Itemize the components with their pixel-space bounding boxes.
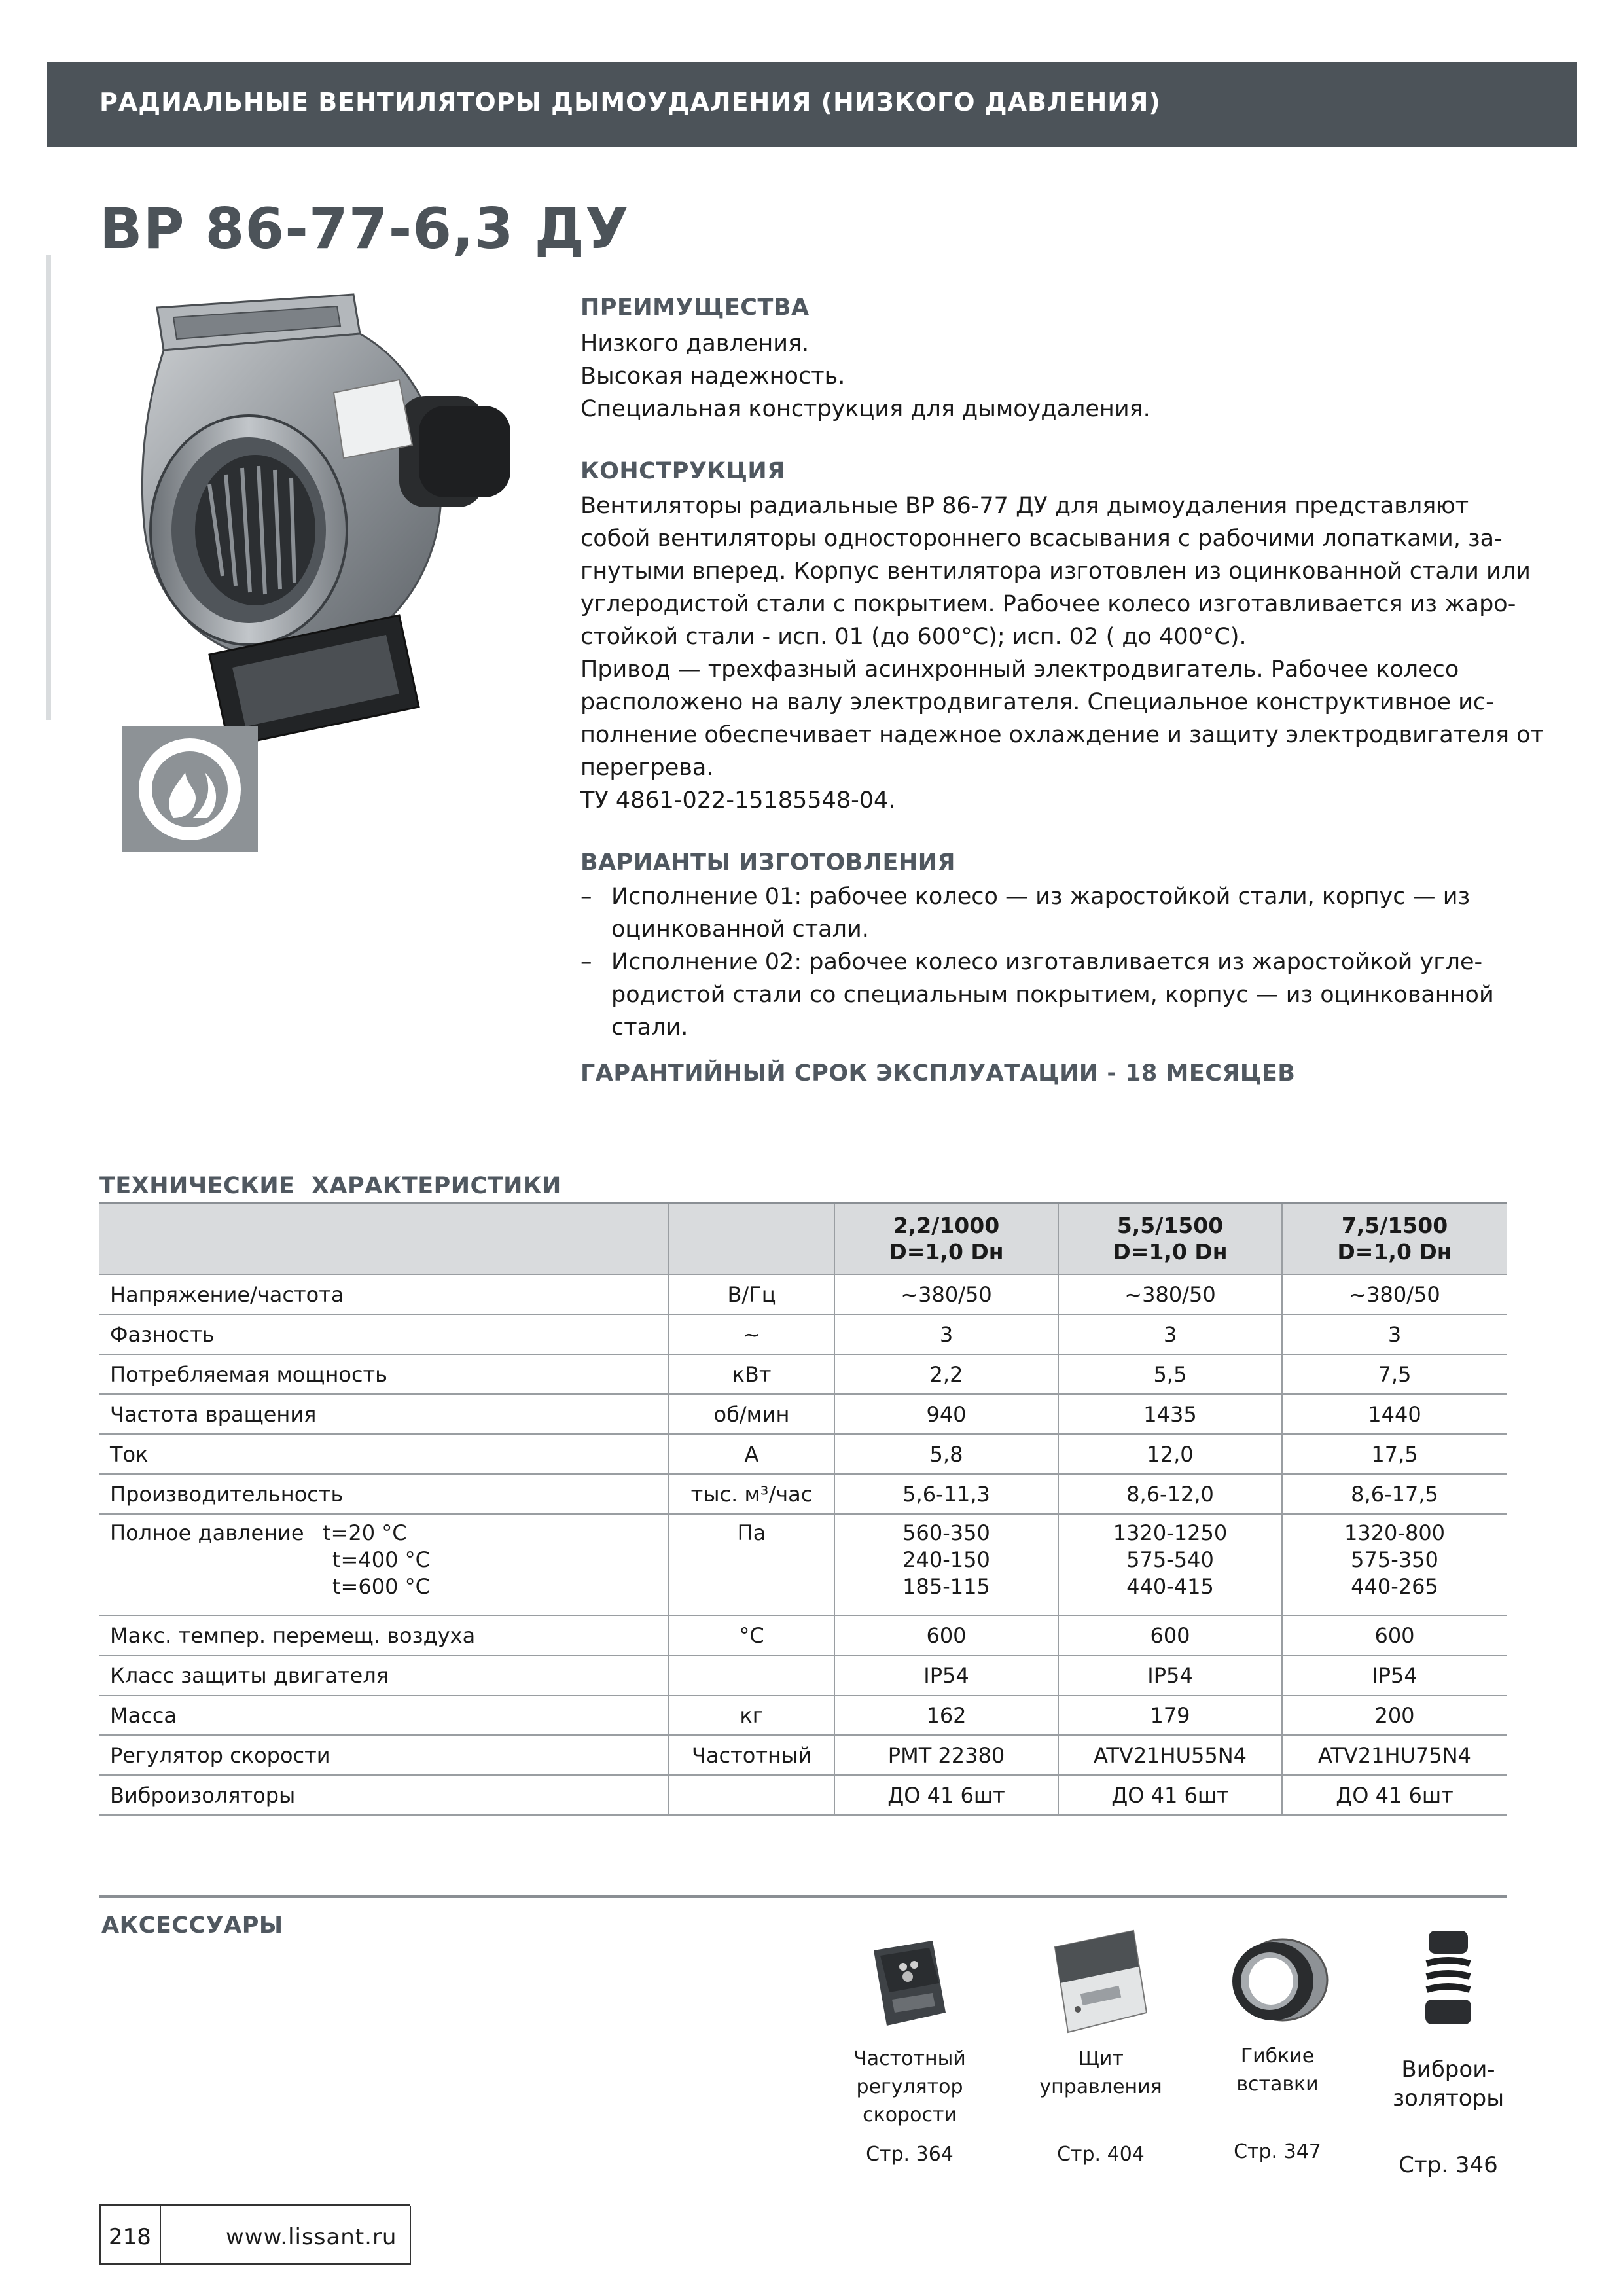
table-row xyxy=(99,1394,1507,1434)
param-unit: ~ xyxy=(669,1314,834,1354)
param-value: IP54 xyxy=(834,1655,1058,1695)
param-value: IP54 xyxy=(1282,1655,1507,1695)
header-cell-name xyxy=(99,1204,669,1274)
accessory-page[interactable]: Стр. 347 xyxy=(1234,2140,1321,2163)
accessory-page[interactable]: Стр. 346 xyxy=(1399,2152,1498,2178)
param-name: Частота вращения xyxy=(99,1394,669,1434)
table-row xyxy=(99,1514,1507,1615)
advantage-item: Высокая надежность. xyxy=(580,363,846,389)
param-value: 12,0 xyxy=(1058,1434,1282,1474)
specs-table xyxy=(99,1204,1507,1816)
param-value: 8,6-17,5 xyxy=(1282,1474,1507,1514)
pressure-temp: t=20 °C xyxy=(323,1520,407,1545)
header-cell-model xyxy=(834,1204,1058,1274)
accessories-heading: АКСЕССУАРЫ xyxy=(101,1912,283,1939)
param-unit: кВт xyxy=(669,1354,834,1394)
param-value: 1440 xyxy=(1282,1394,1507,1434)
param-unit xyxy=(669,1655,834,1695)
model-diameter: D=1,0 Dн xyxy=(1113,1239,1228,1265)
construction-line: собой вентиляторы одностороннего всасывания с рабочими лопатками, за- xyxy=(580,526,1503,552)
accessory-label[interactable]: Виброи- золяторы xyxy=(1392,2056,1505,2111)
list-dash: – xyxy=(580,949,592,975)
accessory-label[interactable]: Щит управления xyxy=(1039,2047,1162,2098)
param-name: Потребляемая мощность xyxy=(99,1354,669,1394)
footer-url[interactable]: www.lissant.ru xyxy=(226,2224,397,2250)
variant-line: Исполнение 01: рабочее колесо — из жаростойкой стали, корпус — из xyxy=(611,884,1471,910)
param-value: 600 xyxy=(1282,1615,1507,1655)
header-title: РАДИАЛЬНЫЕ ВЕНТИЛЯТОРЫ ДЫМОУДАЛЕНИЯ (НИЗКОГО ДАВЛЕНИЯ) xyxy=(99,88,1161,117)
variants-list xyxy=(580,880,1494,1044)
table-row xyxy=(99,1775,1507,1815)
param-value: ~380/50 xyxy=(1058,1274,1282,1314)
page-number: 218 xyxy=(109,2224,151,2250)
accessories-rule xyxy=(99,1895,1507,1898)
pressure-label: Полное давление xyxy=(110,1520,304,1545)
table-row xyxy=(99,1274,1507,1314)
accessory-page[interactable]: Стр. 404 xyxy=(1057,2143,1145,2166)
product-title: ВР 86-77-6,3 ДУ xyxy=(99,196,630,262)
advantages-heading: ПРЕИМУЩЕСТВА xyxy=(580,295,810,321)
model-power: 5,5/1500 xyxy=(1116,1213,1224,1238)
vibration-isolators-image[interactable] xyxy=(1419,1928,1478,2029)
frequency-regulator-image[interactable] xyxy=(867,1937,952,2029)
param-value: 3 xyxy=(834,1314,1058,1354)
header-cell-model xyxy=(1058,1204,1282,1274)
param-unit: В/Гц xyxy=(669,1274,834,1314)
model-diameter: D=1,0 Dн xyxy=(1337,1239,1452,1265)
param-value: PMT 22380 xyxy=(834,1735,1058,1775)
table-row xyxy=(99,1615,1507,1655)
pressure-temp: t=600 °C xyxy=(332,1574,430,1599)
param-value: 8,6-12,0 xyxy=(1058,1474,1282,1514)
table-header-row xyxy=(99,1204,1507,1274)
advantage-item: Специальная конструкция для дымоудаления. xyxy=(580,396,1150,422)
param-unit: об/мин xyxy=(669,1394,834,1434)
param-unit: кг xyxy=(669,1695,834,1735)
param-name: Производительность xyxy=(99,1474,669,1514)
param-value: 3 xyxy=(1058,1314,1282,1354)
param-name: Масса xyxy=(99,1695,669,1735)
param-value: ~380/50 xyxy=(834,1274,1058,1314)
param-value: ДО 41 6шт xyxy=(1058,1775,1282,1815)
construction-line: перегрева. xyxy=(580,755,714,781)
construction-line: ТУ 4861-022-15185548-04. xyxy=(580,787,896,814)
header-cell-model xyxy=(1282,1204,1507,1274)
param-name: Макс. темпер. перемещ. воздуха xyxy=(99,1615,669,1655)
param-value: ДО 41 6шт xyxy=(1282,1775,1507,1815)
param-value: 600 xyxy=(834,1615,1058,1655)
param-value: ДО 41 6шт xyxy=(834,1775,1058,1815)
param-value: 2,2 xyxy=(834,1354,1058,1394)
accessory-label[interactable]: Частотный регулятор скорости xyxy=(853,2047,966,2126)
param-name: Фазность xyxy=(99,1314,669,1354)
param-unit: тыс. м³/час xyxy=(669,1474,834,1514)
control-panel-image[interactable] xyxy=(1048,1928,1153,2036)
table-row xyxy=(99,1434,1507,1474)
param-unit xyxy=(669,1775,834,1815)
model-power: 7,5/1500 xyxy=(1341,1213,1448,1238)
accessory-label[interactable]: Гибкие вставки xyxy=(1236,2045,1319,2096)
specs-heading: ТЕХНИЧЕСКИЕ ХАРАКТЕРИСТИКИ xyxy=(99,1173,562,1199)
param-name xyxy=(99,1514,669,1615)
param-value: ATV21HU75N4 xyxy=(1282,1735,1507,1775)
construction-line: стойкой стали - исп. 01 (до 600°С); исп. 02 ( до 400°С). xyxy=(580,624,1247,650)
model-diameter: D=1,0 Dн xyxy=(889,1239,1004,1265)
param-name: Класс защиты двигателя xyxy=(99,1655,669,1695)
param-name: Виброизоляторы xyxy=(99,1775,669,1815)
flexible-inserts-image[interactable] xyxy=(1224,1934,1332,2026)
param-name: Напряжение/частота xyxy=(99,1274,669,1314)
param-unit: °C xyxy=(669,1615,834,1655)
variant-line: оцинкованной стали. xyxy=(611,916,869,942)
param-value: 1435 xyxy=(1058,1394,1282,1434)
footer-divider xyxy=(160,2206,161,2263)
param-value: 200 xyxy=(1282,1695,1507,1735)
param-value: ~380/50 xyxy=(1282,1274,1507,1314)
construction-heading: КОНСТРУКЦИЯ xyxy=(580,458,785,484)
param-value: 560-350 240-150 185-115 xyxy=(834,1514,1058,1615)
pressure-temp: t=400 °C xyxy=(332,1547,430,1572)
param-value: 5,5 xyxy=(1058,1354,1282,1394)
variant-line: Исполнение 02: рабочее колесо изготавливается из жаростойкой угле- xyxy=(611,949,1483,975)
param-value: 940 xyxy=(834,1394,1058,1434)
variant-item xyxy=(580,946,1494,1044)
accessory-page[interactable]: Стр. 364 xyxy=(866,2143,954,2166)
param-value: 3 xyxy=(1282,1314,1507,1354)
param-value: 179 xyxy=(1058,1695,1282,1735)
param-unit: А xyxy=(669,1434,834,1474)
param-value: 1320-1250 575-540 440-415 xyxy=(1058,1514,1282,1615)
table-row xyxy=(99,1354,1507,1394)
table-row xyxy=(99,1314,1507,1354)
construction-line: расположено на валу электродвигателя. Специальное конструктивное ис- xyxy=(580,689,1494,715)
param-value: 5,6-11,3 xyxy=(834,1474,1058,1514)
header-cell-unit xyxy=(669,1204,834,1274)
param-name: Ток xyxy=(99,1434,669,1474)
construction-text xyxy=(580,490,1544,817)
param-name: Регулятор скорости xyxy=(99,1735,669,1775)
param-value: 5,8 xyxy=(834,1434,1058,1474)
side-rule xyxy=(46,255,51,720)
param-value: 1320-800 575-350 440-265 xyxy=(1282,1514,1507,1615)
param-unit: Частотный xyxy=(669,1735,834,1775)
table-row xyxy=(99,1735,1507,1775)
construction-line: углеродистой стали с покрытием. Рабочее колесо изготавливается из жаро- xyxy=(580,591,1516,617)
warranty-note: ГАРАНТИЙНЫЙ СРОК ЭКСПЛУАТАЦИИ - 18 МЕСЯЦЕВ xyxy=(580,1060,1296,1086)
table-row xyxy=(99,1474,1507,1514)
variants-heading: ВАРИАНТЫ ИЗГОТОВЛЕНИЯ xyxy=(580,850,955,876)
construction-line: Привод — трехфазный асинхронный электродвигатель. Рабочее колесо xyxy=(580,656,1459,683)
param-value: 600 xyxy=(1058,1615,1282,1655)
param-value: IP54 xyxy=(1058,1655,1282,1695)
variant-line: стали. xyxy=(611,1014,688,1041)
construction-line: гнутыми вперед. Корпус вентилятора изготовлен из оцинкованной стали или xyxy=(580,558,1531,584)
list-dash: – xyxy=(580,884,592,910)
table-row xyxy=(99,1655,1507,1695)
param-value: 7,5 xyxy=(1282,1354,1507,1394)
advantages-list xyxy=(580,327,1150,425)
param-value: 162 xyxy=(834,1695,1058,1735)
construction-line: Вентиляторы радиальные ВР 86-77 ДУ для дымоудаления представляют xyxy=(580,493,1469,519)
param-unit: Па xyxy=(669,1514,834,1615)
table-row xyxy=(99,1695,1507,1735)
fan-photo xyxy=(111,288,537,746)
variant-item xyxy=(580,880,1494,946)
construction-line: полнение обеспечивает надежное охлаждение и защиту электродвигателя от xyxy=(580,722,1544,748)
advantage-item: Низкого давления. xyxy=(580,331,810,357)
param-value: ATV21HU55N4 xyxy=(1058,1735,1282,1775)
model-power: 2,2/1000 xyxy=(893,1213,1000,1238)
variant-line: родистой стали со специальным покрытием, корпус — из оцинкованной xyxy=(611,982,1494,1008)
param-value: 17,5 xyxy=(1282,1434,1507,1474)
smoke-exhaust-logo xyxy=(122,726,258,852)
